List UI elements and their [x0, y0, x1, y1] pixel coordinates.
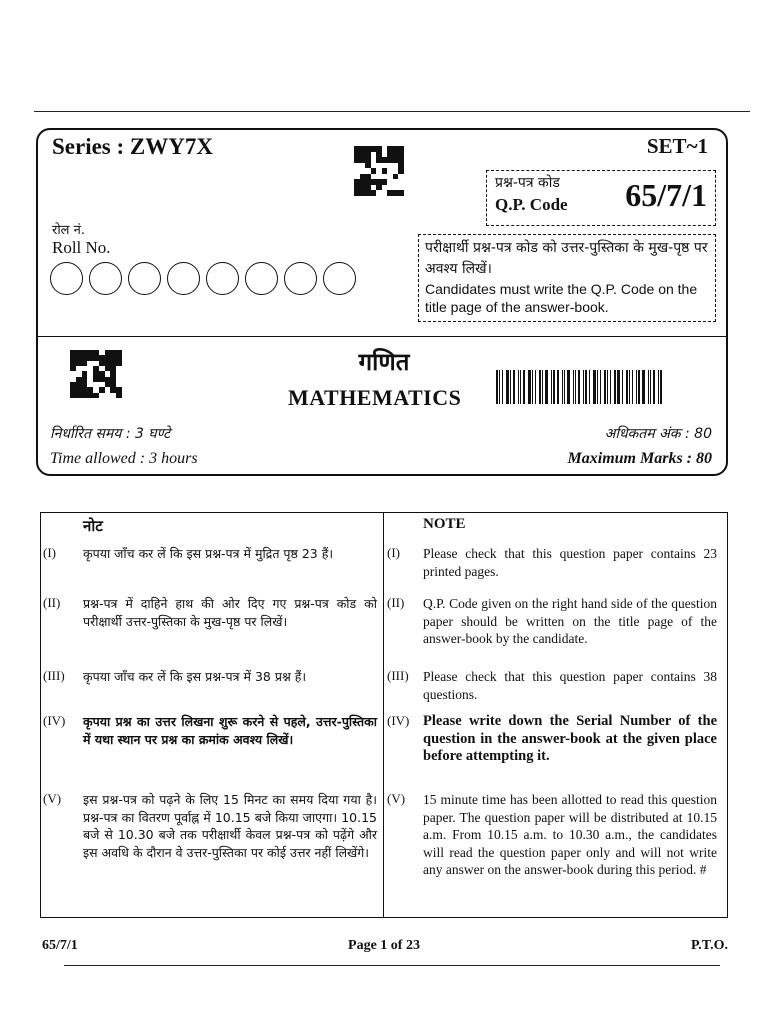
roll-digit-circle[interactable]	[167, 262, 200, 295]
barcode-icon	[496, 370, 718, 404]
series-label: Series : ZWY7X	[52, 134, 213, 159]
note-number: (I)	[43, 545, 56, 560]
qp-code-value: 65/7/1	[625, 177, 707, 213]
candidate-note-hi: परीक्षार्थी प्रश्न-पत्र कोड को उत्तर-पुस्तिका के मुख-पृष्ठ पर अवश्य लिखें।	[425, 240, 708, 277]
footer-qp-code: 65/7/1	[42, 938, 78, 953]
qr-code-icon	[354, 146, 404, 196]
subject-title-hi: गणित	[358, 348, 410, 376]
note-text: Please write down the Serial Number of the question in the answer-book at the given place before attempting it.	[423, 713, 717, 764]
panel-divider	[38, 336, 726, 337]
notes-heading-en: NOTE	[423, 516, 466, 532]
roll-label-en: Roll No.	[52, 238, 111, 257]
notes-column-divider	[383, 513, 384, 917]
note-text: कृपया प्रश्न का उत्तर लिखना शुरू करने से पहले, उत्तर-पुस्तिका में यथा स्थान पर प्रश्न का क्रमांक अवश्य लिखें।	[83, 714, 377, 747]
roll-digit-circle[interactable]	[89, 262, 122, 295]
max-marks-en: Maximum Marks : 80	[567, 450, 712, 467]
notes-table	[40, 512, 728, 918]
note-number: (II)	[387, 595, 405, 610]
roll-digit-circle[interactable]	[284, 262, 317, 295]
roll-digit-circle[interactable]	[128, 262, 161, 295]
candidate-note-en: Candidates must write the Q.P. Code on the title page of the answer-book.	[425, 281, 698, 315]
note-text: Please check that this question paper contains 23 printed pages.	[423, 546, 717, 579]
roll-number-circles	[50, 262, 356, 295]
note-number: (V)	[387, 791, 406, 806]
qp-code-box	[486, 170, 716, 226]
note-text: कृपया जाँच कर लें कि इस प्रश्न-पत्र में 38 प्रश्न हैं।	[83, 669, 307, 684]
note-number: (II)	[43, 595, 61, 610]
subject-title-en: MATHEMATICS	[288, 385, 462, 410]
note-text: Q.P. Code given on the right hand side of the question paper should be written on the title page of the answer-book by the candidate.	[423, 596, 717, 646]
note-number: (III)	[387, 668, 409, 683]
note-text: कृपया जाँच कर लें कि इस प्रश्न-पत्र में मुद्रित पृष्ठ 23 हैं।	[83, 546, 334, 561]
qp-code-label-en: Q.P. Code	[495, 195, 568, 214]
bottom-rule	[64, 965, 720, 966]
notes-heading-hi: नोट	[83, 517, 103, 535]
roll-digit-circle[interactable]	[206, 262, 239, 295]
note-text: इस प्रश्न-पत्र को पढ़ने के लिए 15 मिनट का समय दिया गया है। प्रश्न-पत्र का वितरण पूर्वाह्न में 10.15 बजे किया जाएगा। 10.15 बजे से 10.30 बजे तक परीक्षार्थी केवल प्रश्न-पत्र को पढ़ेंगे और इस अवधि के दौरान वे उत्तर-पुस्तिका पर कोई उत्तर नहीं लिखेंगे।	[83, 792, 377, 860]
footer-pto: P.T.O.	[691, 938, 728, 953]
time-allowed-en: Time allowed : 3 hours	[50, 450, 198, 467]
note-number: (IV)	[43, 713, 66, 728]
note-text: 15 minute time has been allotted to read this question paper. The question paper will be distributed at 10.15 a.m. From 10.15 a.m. to 10.30 a.m., the candidates will read the question paper only and will not write any answer on the answer-book during this period. #	[423, 792, 717, 877]
set-label: SET~1	[646, 134, 708, 158]
note-text: प्रश्न-पत्र में दाहिने हाथ की ओर दिए गए प्रश्न-पत्र कोड को परीक्षार्थी उत्तर-पुस्तिका के मुख-पृष्ठ पर लिखें।	[83, 596, 377, 629]
note-text: Please check that this question paper contains 38 questions.	[423, 669, 717, 702]
note-number: (V)	[43, 791, 62, 806]
candidate-instruction-box	[418, 234, 716, 322]
header-panel	[36, 128, 728, 476]
roll-digit-circle[interactable]	[245, 262, 278, 295]
roll-label-hi: रोल नं.	[52, 223, 85, 238]
roll-digit-circle[interactable]	[323, 262, 356, 295]
note-number: (I)	[387, 545, 400, 560]
max-marks-hi: अधिकतम अंक : 80	[604, 426, 712, 442]
time-allowed-hi: निर्धारित समय : 3 घण्टे	[50, 426, 171, 442]
top-rule	[34, 111, 750, 112]
note-number: (IV)	[387, 713, 410, 728]
roll-digit-circle[interactable]	[50, 262, 83, 295]
qp-code-label-hi: प्रश्न-पत्र कोड	[495, 175, 560, 191]
footer-page-number: Page 1 of 23	[348, 938, 420, 953]
note-number: (III)	[43, 668, 65, 683]
